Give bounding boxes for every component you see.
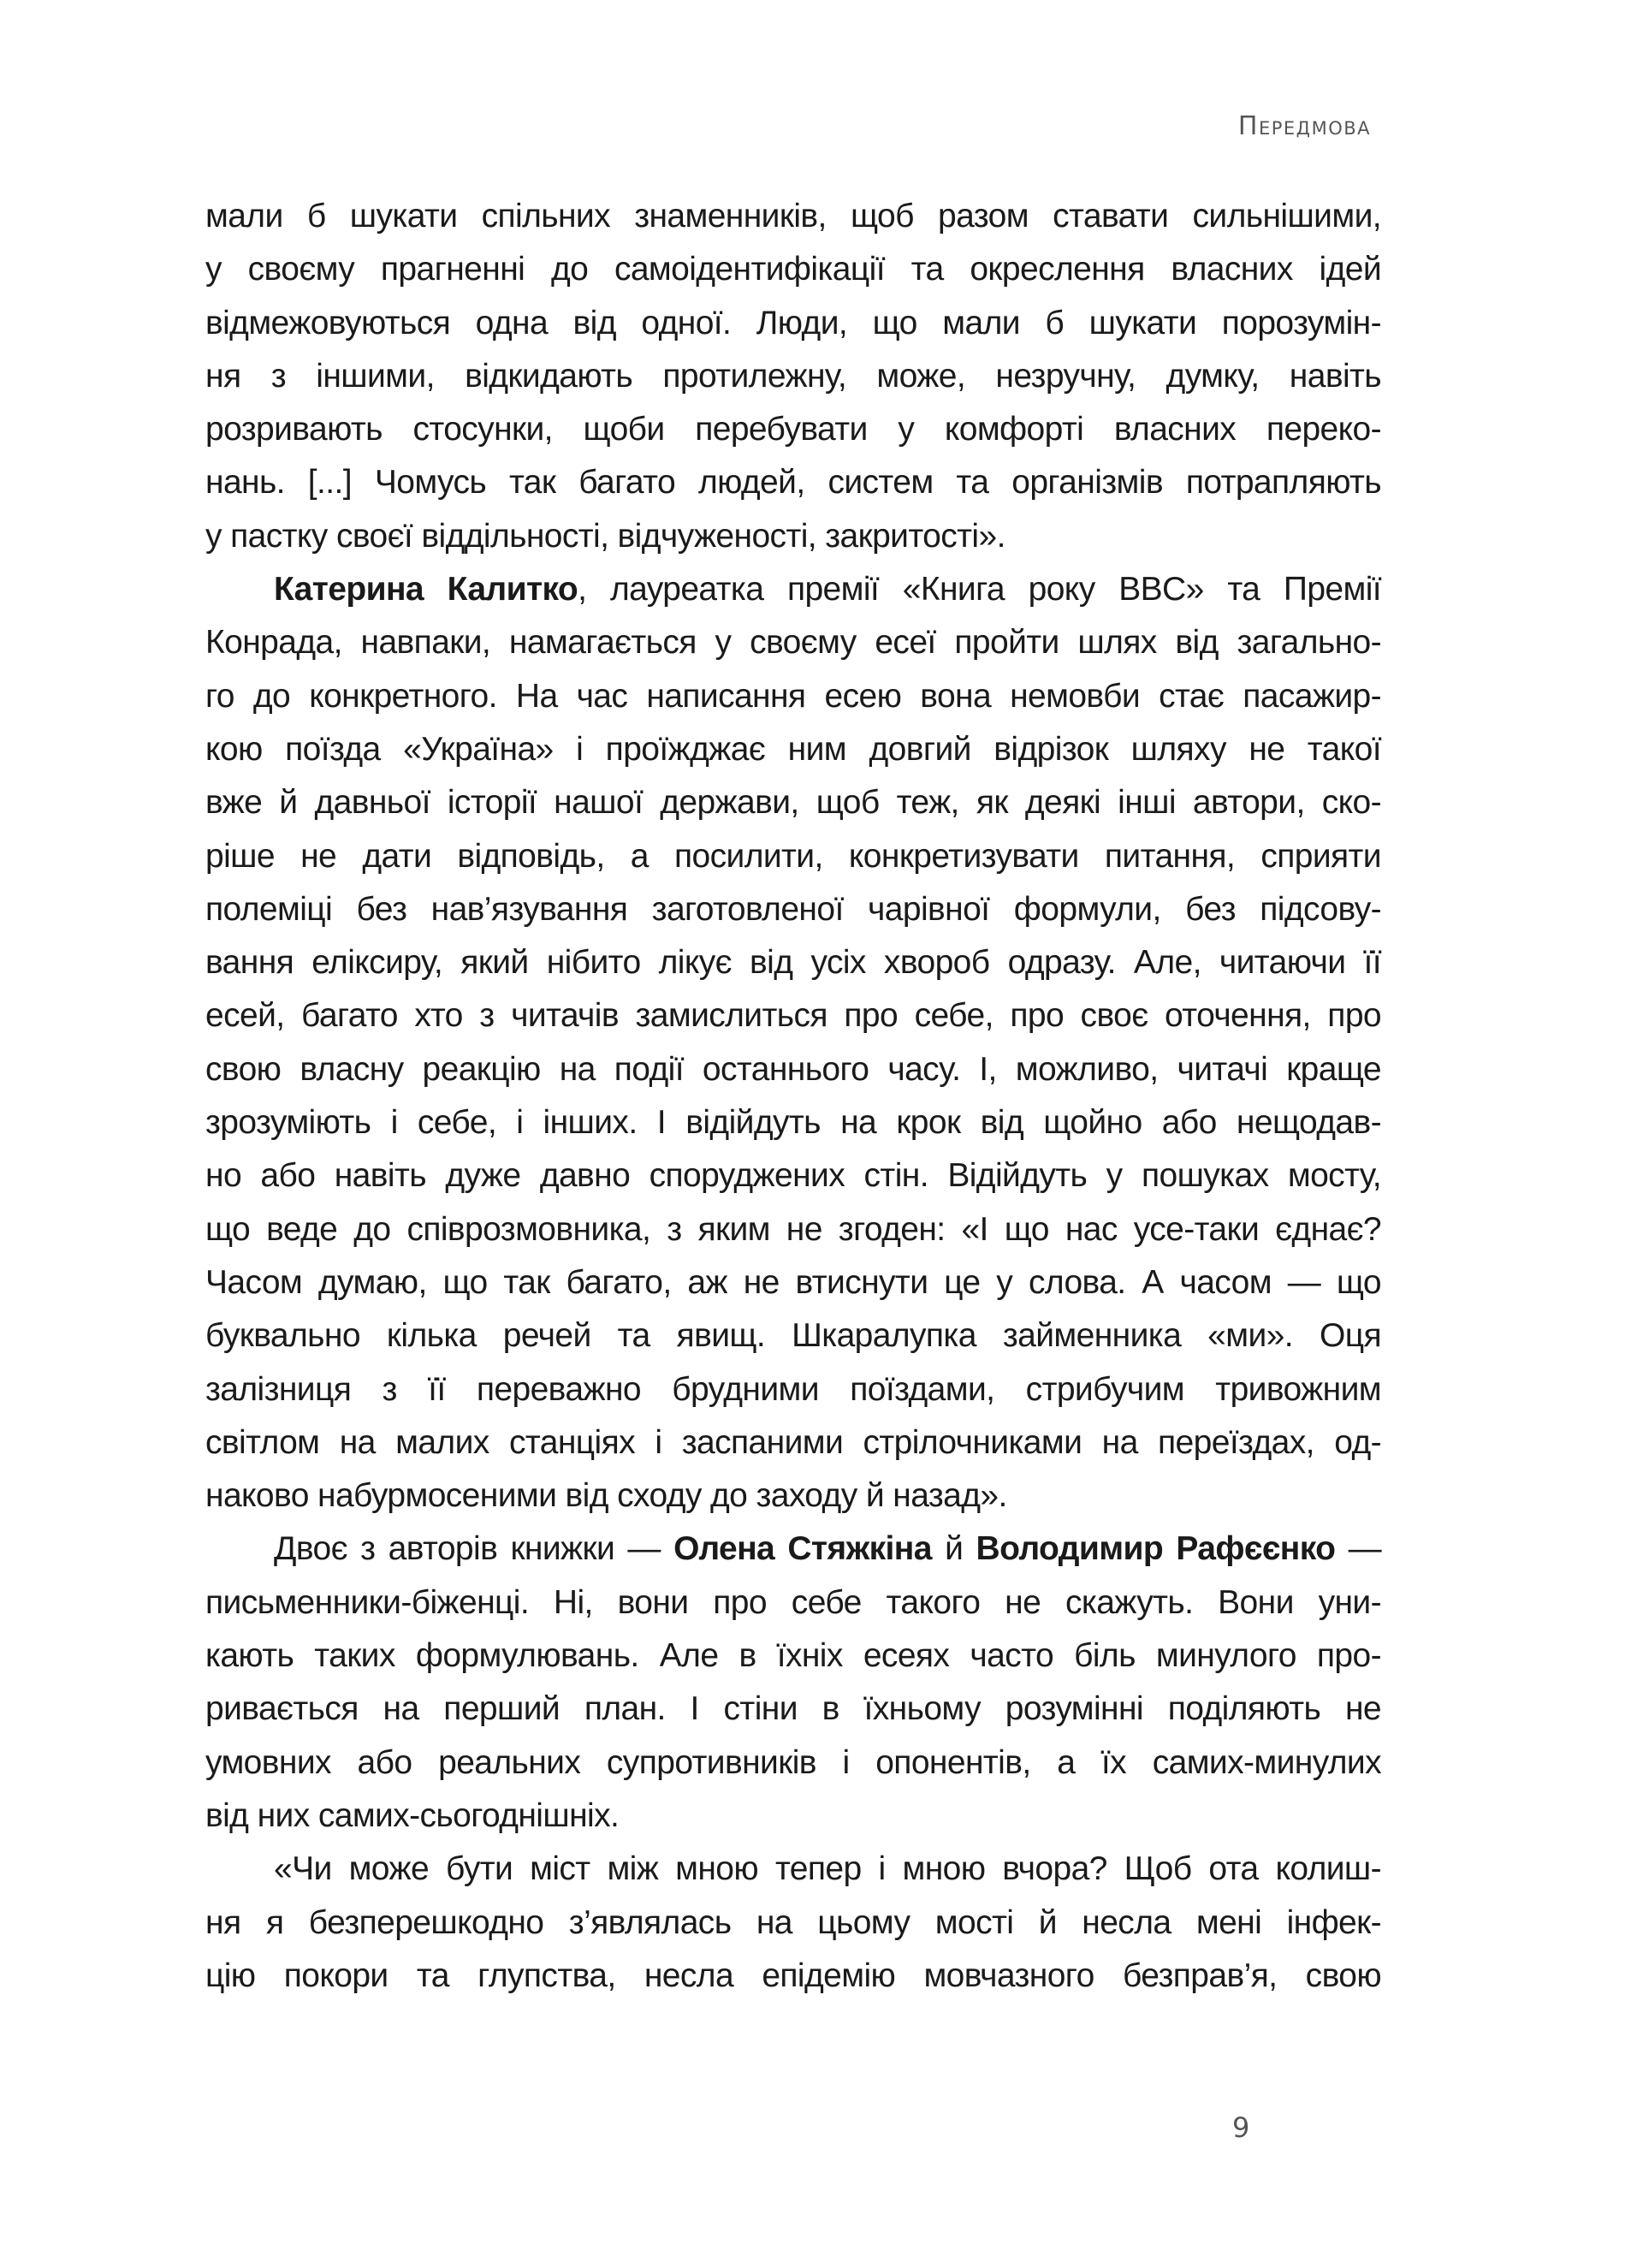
text-run: у своєму прагненні до самоідентифікації та окреслення власних ідей — [205, 251, 1381, 288]
text-run: цію покори та глупства, несла епідемію мовчазного безправ’я, свою — [205, 1956, 1381, 1994]
running-head: Передмова — [1237, 111, 1371, 141]
text-run: ріше не дати відповідь, а посилити, конкретизувати питання, сприяти — [205, 837, 1381, 875]
text-run: , лауреатка премії «Книга року BBC» та Премії — [578, 571, 1382, 609]
text-line — [205, 1469, 1381, 1523]
text-run: го до конкретного. На час написання есею вона немовби стає пасажир- — [205, 677, 1381, 715]
text-run: есей, багато хто з читачів замислиться про себе, про своє оточення, про — [205, 997, 1381, 1035]
text-run: кою поїзда «Україна» і проїжджає ним довгий відрізок шляху не такої — [205, 730, 1381, 768]
text-line — [205, 1363, 1381, 1416]
text-run: письменники-біженці. Ні, вони про себе такого не скажуть. Вони уни- — [205, 1583, 1381, 1621]
text-line — [205, 1416, 1381, 1469]
text-run: у пастку своєї віддільності, відчуженості, закритості». — [205, 517, 1005, 555]
text-run: відмежовуються одна від одної. Люди, що мали б шукати порозумін- — [205, 304, 1381, 341]
text-line — [205, 1523, 1381, 1576]
text-line — [205, 1843, 1381, 1896]
text-line — [205, 563, 1381, 616]
text-run: ривається на перший план. І стіни в їхньому розумінні поділяють не — [205, 1690, 1381, 1728]
text-line — [205, 670, 1381, 723]
page-number: 9 — [1232, 2111, 1250, 2144]
paragraph — [205, 1843, 1381, 2003]
text-line — [205, 1149, 1381, 1202]
text-run: що веде до співрозмовника, з яким не згоден: «І що нас усе-таки єднає? — [205, 1210, 1381, 1248]
text-run: но або навіть дуже давно споруджених стін. Відійдуть у пошуках мосту, — [205, 1157, 1381, 1195]
text-line — [205, 190, 1381, 243]
text-run: зрозуміють і себе, і інших. І відійдуть на крок від щойно або нещодав- — [205, 1104, 1381, 1142]
text-line — [205, 1203, 1381, 1256]
text-line — [205, 1897, 1381, 1950]
text-line — [205, 1790, 1381, 1843]
paragraph — [205, 190, 1381, 563]
text-line — [205, 1737, 1381, 1790]
text-run: умовних або реальних супротивників і опонентів, а їх самих-минулих — [205, 1743, 1381, 1781]
author-name: Олена Стяжкіна — [673, 1530, 932, 1568]
text-line — [205, 297, 1381, 350]
text-line — [205, 1683, 1381, 1736]
text-run: ня я безперешкодно з’являлась на цьому мості й несла мені інфек- — [205, 1903, 1381, 1941]
text-run: Конрада, навпаки, намагається у своєму есеї пройти шлях від загально- — [205, 624, 1381, 662]
text-line — [205, 1043, 1381, 1096]
text-run: буквально кілька речей та явищ. Шкаралупка займенника «ми». Оця — [205, 1317, 1381, 1355]
text-run: розривають стосунки, щоби перебувати у комфорті власних переко- — [205, 411, 1381, 448]
text-run: й — [931, 1530, 976, 1568]
paragraph — [205, 1523, 1381, 1843]
text-line — [205, 1309, 1381, 1363]
text-line — [205, 616, 1381, 669]
text-line — [205, 723, 1381, 776]
text-line — [205, 1096, 1381, 1149]
text-run: вже й давньої історії нашої держави, щоб теж, як деякі інші автори, ско- — [205, 784, 1381, 822]
text-run: — — [1335, 1530, 1381, 1568]
text-line — [205, 1576, 1381, 1630]
paragraph — [205, 563, 1381, 1523]
text-run: Часом думаю, що так багато, аж не втиснути це у слова. А часом — що — [205, 1263, 1381, 1301]
text-run: Двоє з авторів книжки — — [274, 1530, 674, 1568]
text-run: «Чи може бути міст між мною тепер і мною вчора? Щоб ота колиш- — [274, 1850, 1381, 1888]
body-text — [205, 190, 1381, 2003]
text-run: мали б шукати спільних знаменників, щоб разом ставати сильнішими, — [205, 198, 1381, 235]
text-line — [205, 883, 1381, 936]
text-line — [205, 1256, 1381, 1309]
text-run: нань. [...] Чомусь так багато людей, систем та організмів потрапляють — [205, 464, 1381, 502]
text-line — [205, 1950, 1381, 2003]
text-run: світлом на малих станціях і заспаними стрілочниками на переїздах, од- — [205, 1423, 1381, 1461]
text-line — [205, 510, 1381, 563]
text-run: вання еліксиру, який нібито лікує від усіх хвороб одразу. Але, читаючи її — [205, 944, 1381, 982]
text-line — [205, 1630, 1381, 1683]
text-run: залізниця з її переважно брудними поїздами, стрибучим тривожним — [205, 1370, 1381, 1408]
text-line — [205, 456, 1381, 509]
author-name: Володимир Рафєєнко — [976, 1530, 1336, 1568]
text-run: полеміці без нав’язування заготовленої чарівної формули, без підсову- — [205, 890, 1381, 928]
text-run: ня з іншими, відкидають протилежну, може, незручну, думку, навіть — [205, 357, 1381, 395]
text-run: від них самих-сьогоднішніх. — [205, 1796, 620, 1834]
text-line — [205, 350, 1381, 403]
text-line — [205, 243, 1381, 296]
text-line — [205, 989, 1381, 1042]
text-line — [205, 936, 1381, 989]
text-line — [205, 830, 1381, 883]
text-line — [205, 776, 1381, 829]
text-run: наково набурмосеними від сходу до заходу й назад». — [205, 1477, 1007, 1515]
author-name: Катерина Калитко — [274, 571, 578, 609]
text-line — [205, 403, 1381, 456]
text-run: кають таких формулювань. Але в їхніх есеях часто біль минулого про- — [205, 1637, 1381, 1675]
text-run: свою власну реакцію на події останнього часу. І, можливо, читачі краще — [205, 1050, 1381, 1088]
